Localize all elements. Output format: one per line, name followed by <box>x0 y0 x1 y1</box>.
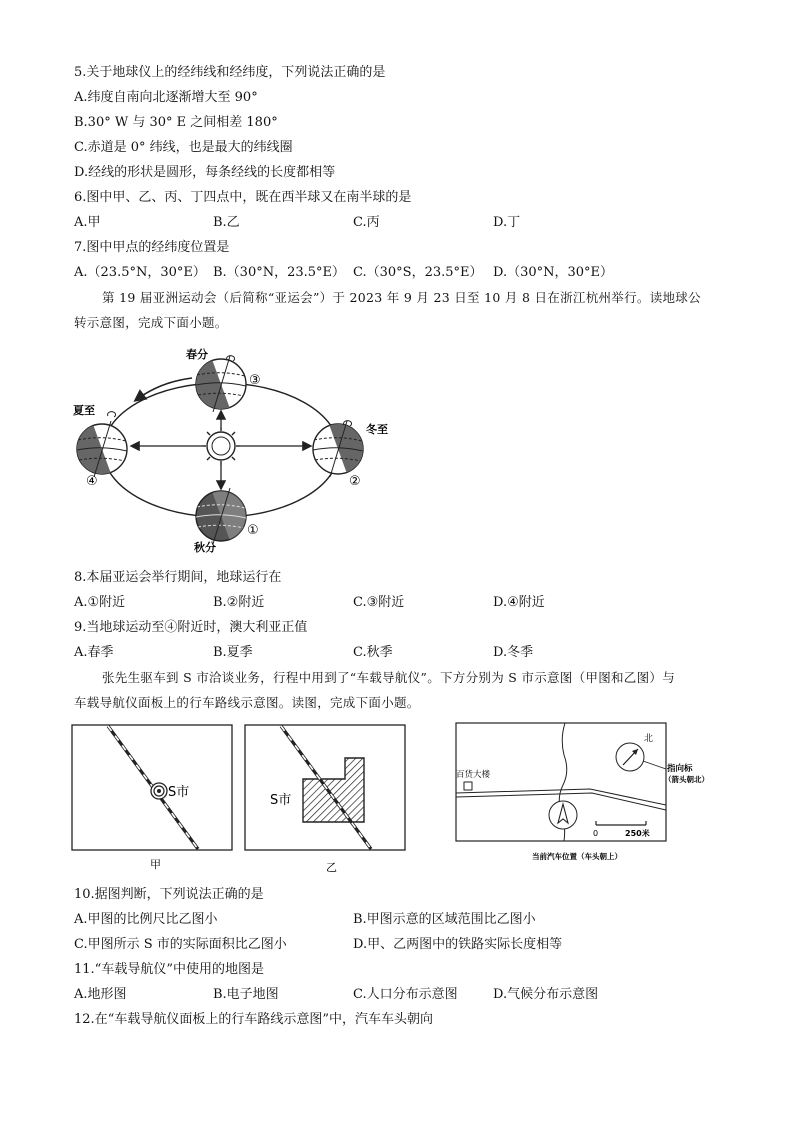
q11-option-c: C.人口分布示意图 <box>353 987 458 1002</box>
intro-1-line-2: 转示意图，完成下面小题。 <box>74 315 228 330</box>
jia-city-label: S市 <box>168 785 190 800</box>
label-spring: 春分 <box>186 348 208 361</box>
q12-stem: 12.在“车载导航仪面板上的行车路线示意图”中，汽车车头朝向 <box>74 1012 433 1027</box>
q10-option-c: C.甲图所示 S 市的实际面积比乙图小 <box>74 937 287 952</box>
q5-option-c: C.赤道是 0° 纬线，也是最大的纬线圈 <box>74 140 293 155</box>
earth-orbit-diagram <box>70 340 400 555</box>
q10-stem: 10.据图判断，下列说法正确的是 <box>74 887 264 902</box>
jia-caption: 甲 <box>150 858 161 871</box>
car-position-icon <box>549 801 577 829</box>
orbit-direction-arrow <box>136 378 192 400</box>
earth-position-4 <box>70 412 127 483</box>
store-building-icon <box>464 782 472 790</box>
q7-option-a: A.（23.5°N，30°E） <box>74 265 206 280</box>
q5-stem: 5.关于地球仪上的经纬线和经纬度，下列说法正确的是 <box>74 65 386 80</box>
q9-stem: 9.当地球运动至④附近时，澳大利亚正值 <box>74 620 308 635</box>
north-pointer-icon <box>616 743 644 771</box>
nav-route-map <box>452 719 732 869</box>
q11-option-a: A.地形图 <box>74 987 127 1002</box>
yi-caption: 乙 <box>326 861 337 874</box>
q7-option-b: B.（30°N，23.5°E） <box>213 265 346 280</box>
q5-option-b: B.30° W 与 30° E 之间相差 180° <box>74 115 278 130</box>
q6-option-d: D.丁 <box>493 215 521 230</box>
q8-option-a: A.①附近 <box>74 595 126 610</box>
q8-option-c: C.③附近 <box>353 595 405 610</box>
q10-option-b: B.甲图示意的区域范围比乙图小 <box>353 912 536 927</box>
q8-option-d: D.④附近 <box>493 595 545 610</box>
q5-option-d: D.经线的形状是圆形，每条经线的长度都相等 <box>74 165 336 180</box>
pointer-sublabel: （箭头朝北） <box>664 775 709 784</box>
scale-zero: 0 <box>593 829 599 838</box>
q6-stem: 6.图中甲、乙、丙、丁四点中，既在西半球又在南半球的是 <box>74 190 412 205</box>
label-winter: 冬至 <box>366 423 388 436</box>
q11-option-b: B.电子地图 <box>213 987 279 1002</box>
q8-stem: 8.本届亚运会举行期间，地球运行在 <box>74 570 282 585</box>
q9-option-b: B.夏季 <box>213 645 253 660</box>
intro-2-line-2: 车载导航仪面板上的行车路线示意图。读图，完成下面小题。 <box>74 695 420 710</box>
q10-option-d: D.甲、乙两图中的铁路实际长度相等 <box>353 937 563 952</box>
nav-caption: 当前汽车位置（车头朝上） <box>532 852 622 861</box>
label-summer: 夏至 <box>73 404 95 417</box>
q10-option-a: A.甲图的比例尺比乙图小 <box>74 912 218 927</box>
marker-3: ③ <box>249 373 261 388</box>
pointer-label: 指向标 <box>667 764 693 774</box>
north-label: 北 <box>644 734 654 744</box>
q11-option-d: D.气候分布示意图 <box>493 987 599 1002</box>
q9-option-d: D.冬季 <box>493 645 534 660</box>
marker-1: ① <box>247 523 259 538</box>
q7-option-d: D.（30°N，30°E） <box>493 265 614 280</box>
q9-option-c: C.秋季 <box>353 645 393 660</box>
label-autumn: 秋分 <box>194 541 216 554</box>
q6-option-a: A.甲 <box>74 215 101 230</box>
sun-icon <box>202 427 240 465</box>
intro-2-line-1: 张先生驱车到 S 市洽谈业务，行程中用到了“车载导航仪”。下方分别为 S 市示意图（甲图和乙图）与 <box>102 670 676 685</box>
q7-stem: 7.图中甲点的经纬度位置是 <box>74 240 230 255</box>
q6-option-c: C.丙 <box>353 215 380 230</box>
scale-value: 250米 <box>625 829 650 838</box>
yi-city-label: S市 <box>270 793 292 808</box>
store-label: 百货大楼 <box>456 770 491 780</box>
q6-option-b: B.乙 <box>213 215 240 230</box>
q8-option-b: B.②附近 <box>213 595 265 610</box>
marker-4: ④ <box>86 474 98 489</box>
map-jia <box>70 722 240 874</box>
q7-option-c: C.（30°S，23.5°E） <box>353 265 483 280</box>
map-yi <box>243 722 413 874</box>
intro-paragraph-2 <box>74 665 734 715</box>
city-symbol-icon <box>151 783 167 799</box>
earth-position-3 <box>189 356 246 416</box>
intro-1-line-1: 第 19 届亚洲运动会（后简称“亚运会”）于 2023 年 9 月 23 日至 10 月 8 日在浙江杭州举行。读地球公 <box>102 290 701 305</box>
q11-stem: 11.“车载导航仪”中使用的地图是 <box>74 962 264 977</box>
marker-2: ② <box>349 474 361 489</box>
q5-option-a: A.纬度自南向北逐渐增大至 90° <box>74 90 258 105</box>
intro-paragraph-1 <box>74 285 734 335</box>
q9-option-a: A.春季 <box>74 645 114 660</box>
